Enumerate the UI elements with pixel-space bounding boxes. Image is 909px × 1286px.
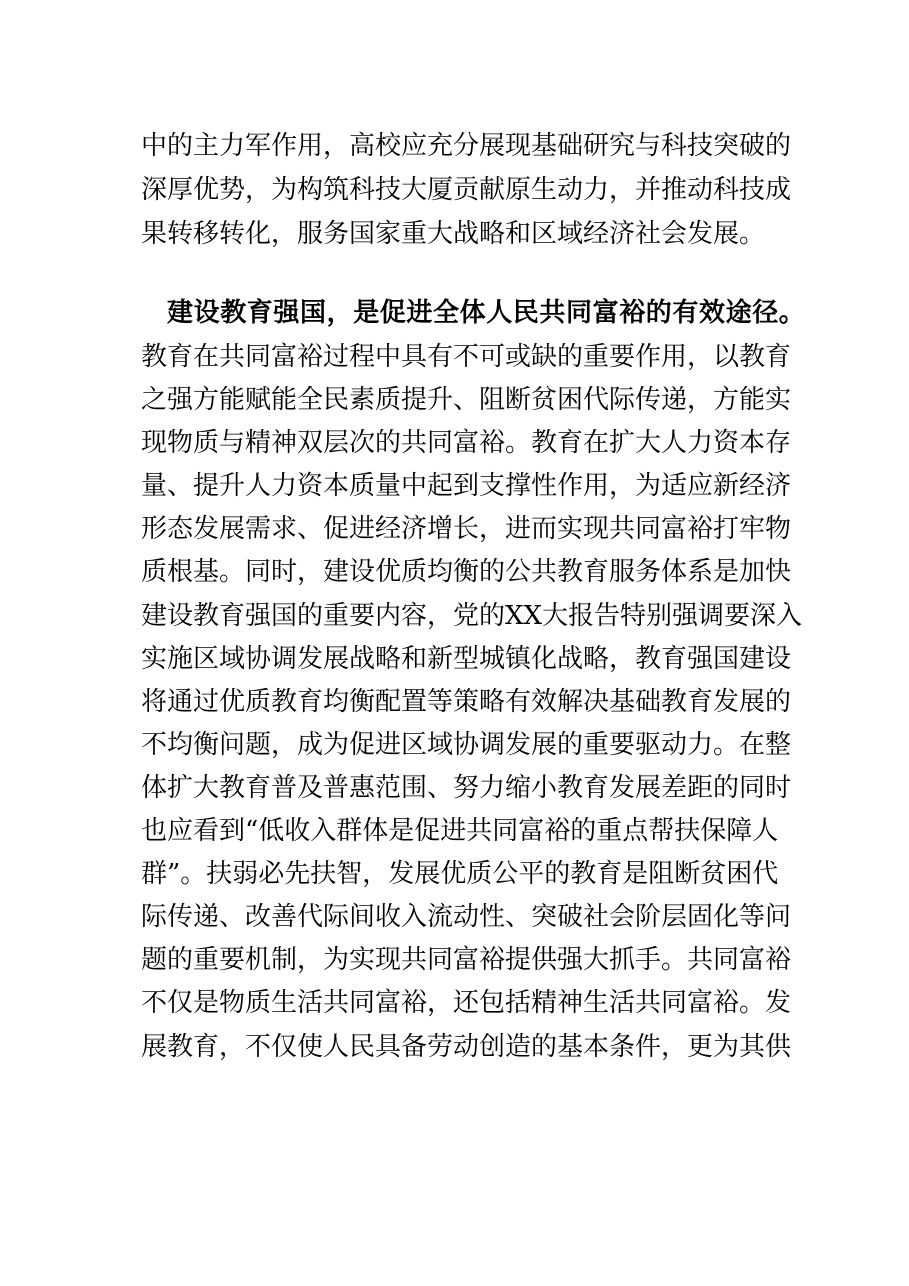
paragraph-2-line-9: 将通过优质教育均衡配置等策略有效解决基础教育发展的 xyxy=(141,686,792,717)
paragraph-1-line-3: 果转移转化，服务国家重大战略和区域经济社会发展。 xyxy=(141,219,766,249)
paragraph-2-line-17: 展教育，不仅使人民具备劳动创造的基本条件，更为其供 xyxy=(141,1031,792,1062)
paragraph-2-line-10: 不均衡问题，成为促进区域协调发展的重要驱动力。在整 xyxy=(141,729,792,760)
paragraph-2-line-7: 建设教育强国的重要内容，党的XX大报告特别强调要深入 xyxy=(141,600,803,631)
paragraph-2-line-16: 不仅是物质生活共同富裕，还包括精神生活共同富裕。发 xyxy=(141,988,792,1019)
paragraph-2-line-14: 际传递、改善代际间收入流动性、突破社会阶层固化等问 xyxy=(141,902,792,933)
paragraph-2-line-8: 实施区域协调发展战略和新型城镇化战略，教育强国建设 xyxy=(141,643,792,674)
paragraph-2-line-12: 也应看到“低收入群体是促进共同富裕的重点帮扶保障人 xyxy=(141,816,779,847)
paragraph-1-line-2: 深厚优势，为构筑科技大厦贡献原生动力，并推动科技成 xyxy=(141,175,792,205)
paragraph-1 xyxy=(141,124,792,256)
paragraph-2-line-6: 质根基。同时，建设优质均衡的公共教育服务体系是加快 xyxy=(141,557,792,588)
paragraph-2-line-13: 群”。扶弱必先扶智，发展优质公平的教育是阻断贫困代 xyxy=(141,859,779,890)
paragraph-2-line-4: 量、提升人力资本质量中起到支撑性作用，为适应新经济 xyxy=(141,471,792,502)
section-heading: 建设教育强国，是促进全体人民共同富裕的有效途径。 xyxy=(167,298,806,328)
paragraph-2-line-15: 题的重要机制，为实现共同富裕提供强大抓手。共同富裕 xyxy=(141,945,792,976)
paragraph-2-line-3: 现物质与精神双层次的共同富裕。教育在扩大人力资本存 xyxy=(141,428,792,459)
paragraph-2-line-11: 体扩大教育普及普惠范围、努力缩小教育发展差距的同时 xyxy=(141,772,792,803)
paragraph-2-line-1: 教育在共同富裕过程中具有不可或缺的重要作用，以教育 xyxy=(141,342,792,372)
paragraph-2 xyxy=(141,336,803,1069)
paragraph-1-line-1: 中的主力军作用，高校应充分展现基础研究与科技突破的 xyxy=(141,131,792,161)
paragraph-2-line-2: 之强方能赋能全民素质提升、阻断贫困代际传递，方能实 xyxy=(141,385,792,416)
paragraph-2-line-5: 形态发展需求、促进经济增长，进而实现共同富裕打牢物 xyxy=(141,514,792,545)
